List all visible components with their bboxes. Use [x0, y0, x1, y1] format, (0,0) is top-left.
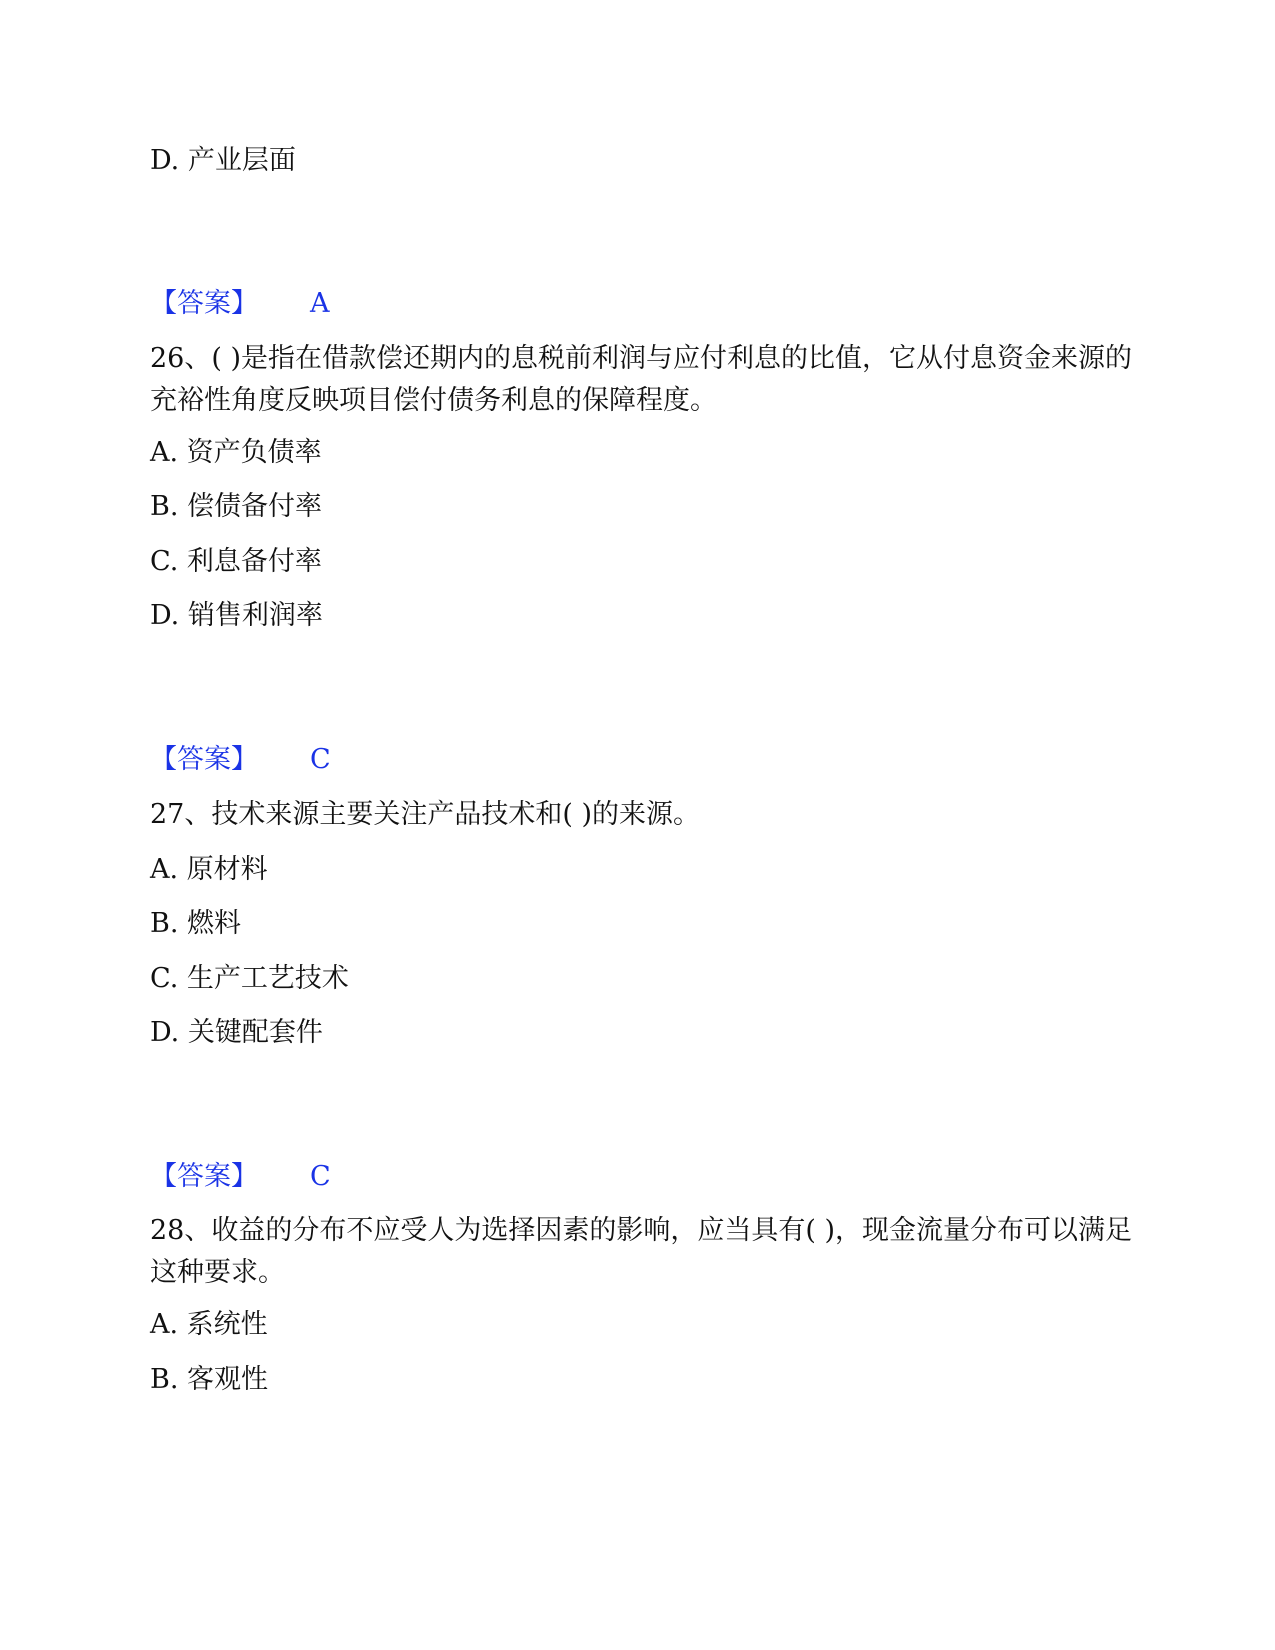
answer-label: 【答案】	[150, 288, 258, 319]
q26-option-b: B. 偿债备付率	[150, 491, 323, 522]
answer-value: C	[310, 744, 331, 775]
answer-value: C	[310, 1161, 331, 1192]
answer-row-25	[150, 283, 330, 325]
answer-label: 【答案】	[150, 744, 258, 775]
q26-option-c: C. 利息备付率	[150, 546, 322, 577]
question-26: 26、( )是指在借款偿还期内的息税前利润与应付利息的比值，它从付息资金来源的充裕性角度反映项目偿付债务利息的保障程度。	[150, 343, 1133, 416]
question-28: 28、收益的分布不应受人为选择因素的影响，应当具有( )，现金流量分布可以满足这种要求。	[150, 1215, 1133, 1288]
question-27: 27、技术来源主要关注产品技术和( )的来源。	[150, 799, 701, 830]
answer-label: 【答案】	[150, 1161, 258, 1192]
q27-option-c: C. 生产工艺技术	[150, 963, 349, 994]
q27-option-b: B. 燃料	[150, 908, 242, 939]
q28-option-a: A. 系统性	[150, 1309, 268, 1340]
answer-row-26	[150, 739, 331, 781]
answer-value: A	[310, 288, 330, 319]
q27-option-d: D. 关键配套件	[150, 1017, 323, 1048]
q28-option-b: B. 客观性	[150, 1364, 269, 1395]
q26-option-d: D. 销售利润率	[150, 600, 323, 631]
q26-option-a: A. 资产负债率	[150, 437, 322, 468]
answer-row-27	[150, 1156, 331, 1198]
q27-option-a: A. 原材料	[150, 854, 268, 885]
option-d-previous: D. 产业层面	[150, 145, 296, 176]
